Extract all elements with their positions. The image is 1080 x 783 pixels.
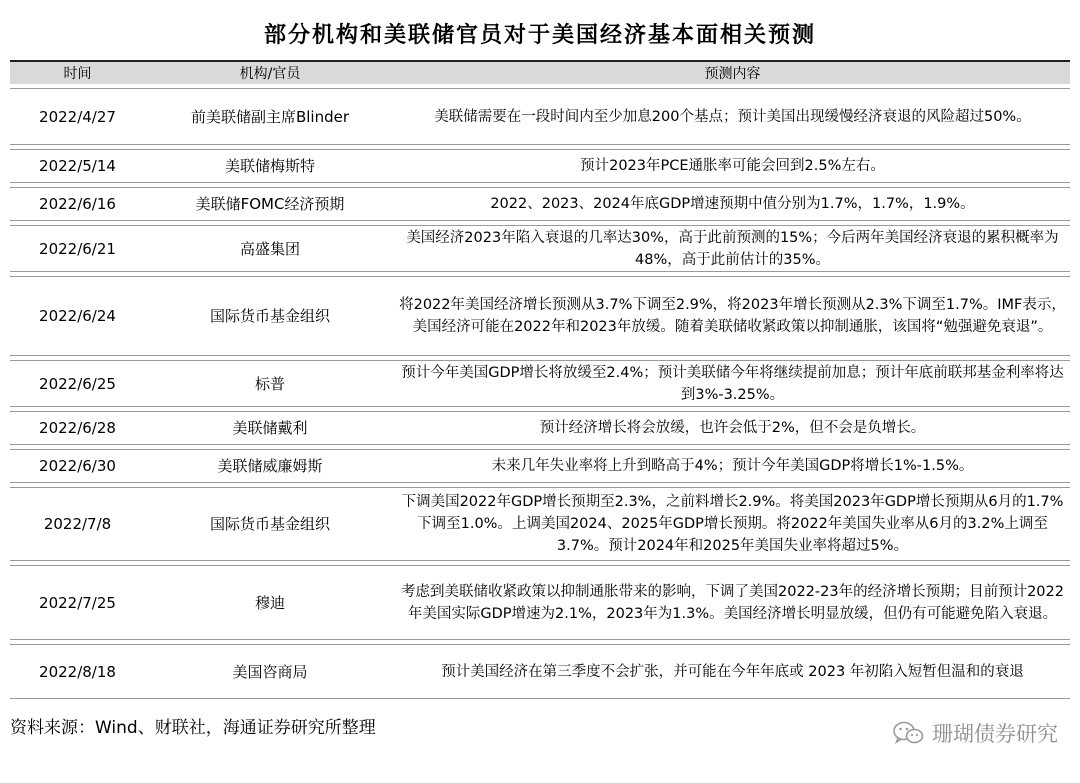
table-row	[10, 361, 1070, 407]
cell-date: 2022/6/24	[10, 277, 145, 356]
cell-date: 2022/7/25	[10, 566, 145, 640]
cell-date: 2022/6/21	[10, 226, 145, 272]
cell-org: 美联储威廉姆斯	[145, 450, 395, 483]
table-row	[10, 277, 1070, 356]
cell-org: 美国咨商局	[145, 645, 395, 699]
table-row	[10, 645, 1070, 699]
table-row	[10, 150, 1070, 183]
cell-org: 穆迪	[145, 566, 395, 640]
cell-date: 2022/6/28	[10, 412, 145, 445]
cell-org: 高盛集团	[145, 226, 395, 272]
forecast-table	[10, 62, 1070, 699]
cell-prediction: 考虑到美联储收紧政策以抑制通胀带来的影响，下调了美国2022-23年的经济增长预期；目前预计2022年美国实际GDP增速为2.1%，2023年为1.3%。美国经济增长明显放缓，但仍有可能避免陷入衰退。	[395, 566, 1070, 640]
header-prediction: 预测内容	[395, 62, 1070, 84]
cell-date: 2022/8/18	[10, 645, 145, 699]
table-row	[10, 226, 1070, 272]
cell-org: 标普	[145, 361, 395, 407]
cell-date: 2022/6/16	[10, 188, 145, 221]
table-row	[10, 188, 1070, 221]
cell-prediction: 预计今年美国GDP增长将放缓至2.4%；预计美联储今年将继续提前加息；预计年底前联邦基金利率将达到3%-3.25%。	[395, 361, 1070, 407]
header-date: 时间	[10, 62, 145, 84]
cell-prediction: 将2022年美国经济增长预测从3.7%下调至2.9%，将2023年增长预测从2.3%下调至1.7%。IMF表示，美国经济可能在2022年和2023年放缓。随着美联储收紧政策以抑制通胀，该国将“勉强避免衰退”。	[395, 277, 1070, 356]
wechat-icon	[892, 720, 924, 746]
cell-date: 2022/5/14	[10, 150, 145, 183]
cell-org: 前美联储副主席Blinder	[145, 89, 395, 145]
table-row	[10, 450, 1070, 483]
cell-prediction: 预计美国经济在第三季度不会扩张，并可能在今年年底或 2023 年初陷入短暂但温和的衰退	[395, 645, 1070, 699]
watermark-text: 珊瑚债券研究	[932, 722, 1058, 746]
forecast-panel	[10, 10, 1070, 699]
cell-org: 国际货币基金组织	[145, 488, 395, 561]
table-row	[10, 89, 1070, 145]
cell-prediction: 未来几年失业率将上升到略高于4%；预计今年美国GDP将增长1%-1.5%。	[395, 450, 1070, 483]
cell-prediction: 预计经济增长将会放缓，也许会低于2%，但不会是负增长。	[395, 412, 1070, 445]
cell-date: 2022/6/30	[10, 450, 145, 483]
cell-prediction: 预计2023年PCE通胀率可能会回到2.5%左右。	[395, 150, 1070, 183]
source-note: 资料来源：Wind、财联社，海通证券研究所整理	[10, 718, 376, 738]
page-title: 部分机构和美联储官员对于美国经济基本面相关预测	[10, 10, 1070, 62]
table-row	[10, 412, 1070, 445]
cell-prediction: 下调美国2022年GDP增长预期至2.3%，之前料增长2.9%。将美国2023年GDP增长预期从6月的1.7%下调至1.0%。上调美国2024、2025年GDP增长预期。将2022年美国失业率从6月的3.2%上调至3.7%。预计2024年和2025年美国失业率将超过5%。	[395, 488, 1070, 561]
table-row	[10, 566, 1070, 640]
table-header-row	[10, 62, 1070, 84]
cell-prediction: 美联储需要在一段时间内至少加息200个基点；预计美国出现缓慢经济衰退的风险超过50%。	[395, 89, 1070, 145]
cell-date: 2022/7/8	[10, 488, 145, 561]
cell-prediction: 2022、2023、2024年底GDP增速预期中值分别为1.7%，1.7%，1.9%。	[395, 188, 1070, 221]
header-org: 机构/官员	[145, 62, 395, 84]
cell-org: 美联储梅斯特	[145, 150, 395, 183]
table-row	[10, 488, 1070, 561]
watermark	[892, 718, 1058, 748]
cell-org: 美联储FOMC经济预期	[145, 188, 395, 221]
cell-prediction: 美国经济2023年陷入衰退的几率达30%，高于此前预测的15%；今后两年美国经济衰退的累积概率为48%，高于此前估计的35%。	[395, 226, 1070, 272]
cell-date: 2022/4/27	[10, 89, 145, 145]
cell-date: 2022/6/25	[10, 361, 145, 407]
cell-org: 美联储戴利	[145, 412, 395, 445]
cell-org: 国际货币基金组织	[145, 277, 395, 356]
